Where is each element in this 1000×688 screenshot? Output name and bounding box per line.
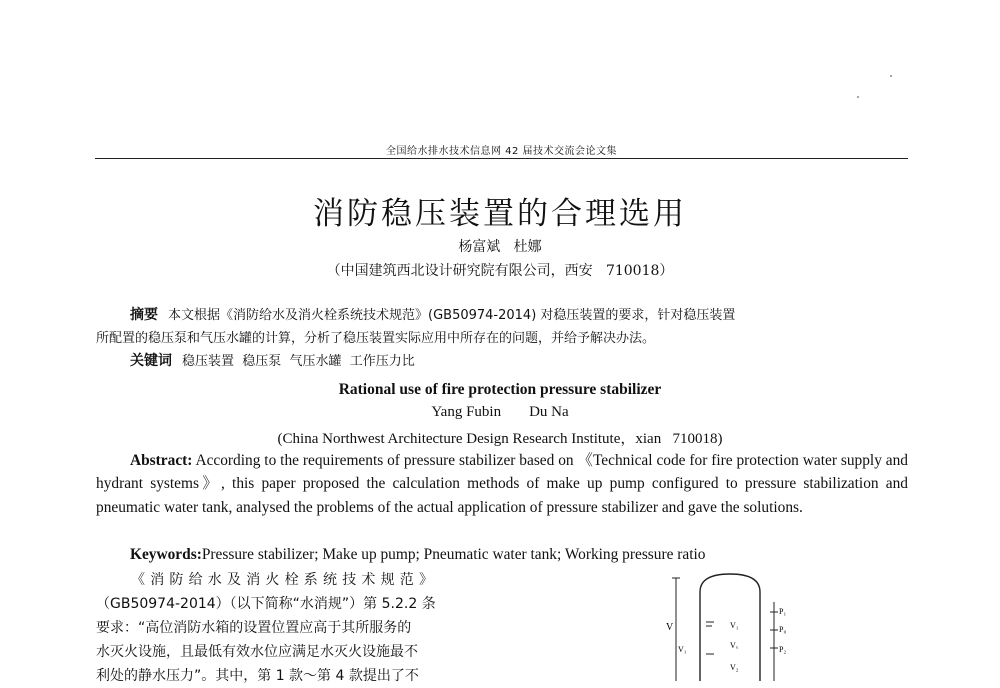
body-line: 水灭火设施，且最低有效水位应满足水灭火设施最不 [96,644,418,660]
body-text [96,568,484,688]
keywords-en [96,543,908,566]
affiliation-cn: （中国建筑西北设计研究院有限公司，西安 710018） [326,263,674,279]
keywords-label-cn: 关键词 [130,353,172,369]
abstract-en-text: According to the requirements of pressure stabilizer based on 《Technical code for fire protection water supply and hydrant systems》, this paper proposed the calculation methods of make up pump configured to pressure stabilization and pneumatic water tank, analysed the problems of the actual application of pressure stabilizer and gave the solutions. [96,452,908,516]
author-en-1: Yang Fubin [431,404,502,420]
label-V1: V₁ [678,645,687,654]
abstract-label-en: Abstract: [130,452,193,469]
paper-title-cn: 消防稳压装置的合理选用 [313,196,687,232]
label-P1: P₁ [779,607,787,616]
abstract-cn-line1: 本文根据《消防给水及消火栓系统技术规范》(GB50974-2014) 对稳压装置的要求，针对稳压装置 [168,308,736,323]
keywords-cn: 稳压装置 稳压泵 气压水罐 工作压力比 [182,354,415,369]
authors-en [0,404,1000,421]
keywords-en-text: Pressure stabilizer; Make up pump; Pneumatic water tank; Working pressure ratio [201,546,706,563]
pneumatic-tank-figure [660,566,800,681]
pneumatic-tank-diagram [660,566,800,681]
label-Vt: V₁ [730,621,739,630]
label-P2: P₂ [779,645,787,654]
scan-speck [890,75,892,77]
body-line: 要求：“高位消防水箱的设置位置应高于其所服务的 [96,620,412,636]
label-V: V [666,622,674,633]
scan-speck [857,96,859,98]
authors-cn: 杨富斌 杜娜 [458,239,542,255]
label-Vs: V₂ [730,663,739,672]
body-line: 《消防给水及消火栓系统技术规范》 [131,572,439,588]
label-Vx: Vₓ [730,641,739,650]
paper-title-en: Rational use of fire protection pressure stabilizer [338,381,662,398]
body-line: （GB50974-2014）（以下简称“水消规”）第 5.2.2 条 [96,596,436,612]
abstract-label-cn: 摘要 [130,307,158,323]
abstract-cn-line2: 所配置的稳压泵和气压水罐的计算，分析了稳压装置实际应用中所存在的问题，并给予解决办法。 [96,331,656,346]
abstract-cn [96,304,908,373]
running-header: 全国给水排水技术信息网 42 届技术交流会论文集 [95,142,908,159]
body-line: 利处的静水压力”。其中，第 1 款～第 4 款提出了不 [96,668,419,684]
abstract-en [96,449,908,519]
keywords-label-en: Keywords: [130,546,202,563]
affiliation-en: (China Northwest Architecture Design Research Institute，xian 710018) [277,431,723,447]
author-en-2: Du Na [529,404,569,420]
label-P0: P₀ [779,625,787,634]
